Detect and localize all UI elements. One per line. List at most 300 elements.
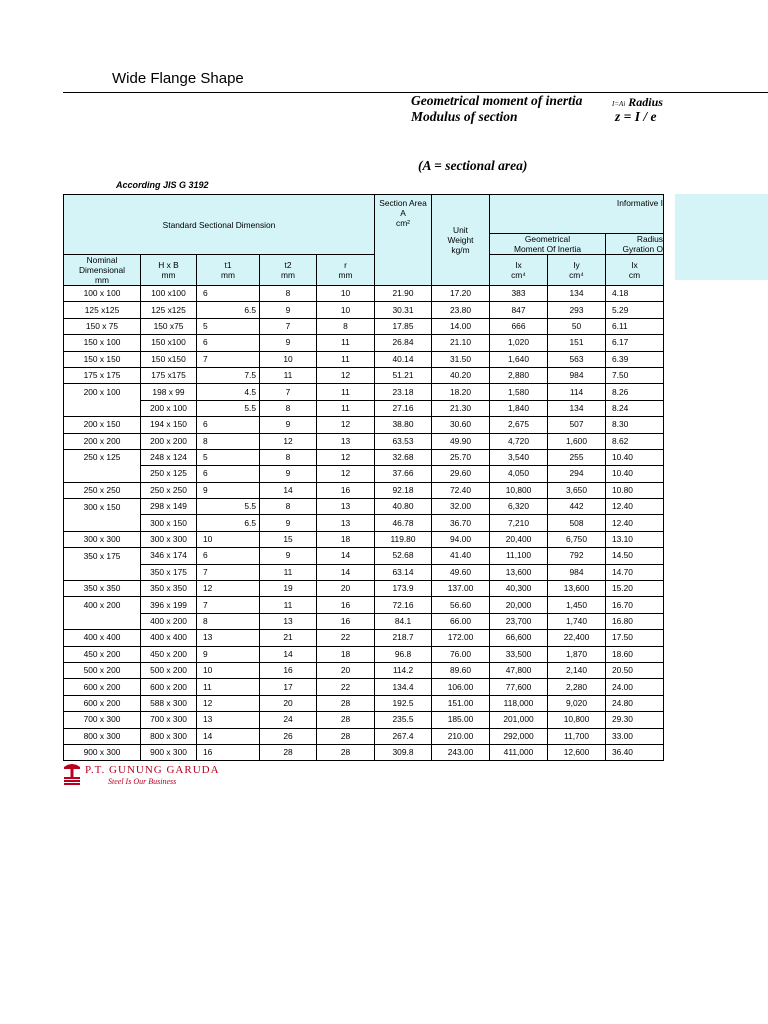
t2-cell: 21 xyxy=(260,630,317,646)
r-cell: 13 xyxy=(317,433,375,449)
radius-cell: 8.26 xyxy=(606,384,664,400)
radius-cell: 12.40 xyxy=(606,499,664,515)
area-cell: 63.53 xyxy=(375,433,432,449)
weight-cell: 72.40 xyxy=(432,482,490,498)
t1-cell: 6 xyxy=(197,466,260,482)
formula-modulus-label: Modulus of section xyxy=(411,109,518,124)
table-row xyxy=(64,679,664,695)
table-row xyxy=(64,581,664,597)
r-cell: 10 xyxy=(317,302,375,318)
area-cell: 27.16 xyxy=(375,400,432,416)
garuda-logo-icon xyxy=(63,763,81,785)
iy-cell: 9,020 xyxy=(548,695,606,711)
t2-cell: 15 xyxy=(260,531,317,547)
radius-cell: 24.00 xyxy=(606,679,664,695)
ix-cell: 33,500 xyxy=(490,646,548,662)
ix-cell: 13,600 xyxy=(490,564,548,580)
table-row xyxy=(64,286,664,302)
hxb-cell: 300 x 150 xyxy=(141,515,197,531)
t2-cell: 12 xyxy=(260,433,317,449)
hxb-cell: 500 x 200 xyxy=(141,662,197,678)
t2-cell: 8 xyxy=(260,449,317,465)
iy-cell: 293 xyxy=(548,302,606,318)
t1-cell: 16 xyxy=(197,744,260,760)
ix-cell: 1,580 xyxy=(490,384,548,400)
radius-cell: 18.60 xyxy=(606,646,664,662)
hxb-cell: 100 x100 xyxy=(141,286,197,302)
weight-cell: 243.00 xyxy=(432,744,490,760)
radius-cell: 8.30 xyxy=(606,417,664,433)
weight-cell: 41.40 xyxy=(432,548,490,564)
formula-radius-label: Radius xyxy=(628,95,663,109)
table-row xyxy=(64,449,664,465)
r-cell: 20 xyxy=(317,662,375,678)
iy-cell: 442 xyxy=(548,499,606,515)
r-cell: 12 xyxy=(317,367,375,383)
table-row xyxy=(64,515,664,531)
weight-cell: 40.20 xyxy=(432,367,490,383)
ix-cell: 6,320 xyxy=(490,499,548,515)
weight-cell: 25.70 xyxy=(432,449,490,465)
r-cell: 13 xyxy=(317,515,375,531)
table-row xyxy=(64,564,664,580)
radius-cell: 16.70 xyxy=(606,597,664,613)
t2-cell: 7 xyxy=(260,318,317,334)
nominal-cell xyxy=(64,400,141,416)
iy-cell: 134 xyxy=(548,400,606,416)
t1-cell: 6 xyxy=(197,335,260,351)
weight-cell: 36.70 xyxy=(432,515,490,531)
table-row xyxy=(64,433,664,449)
radius-cell: 15.20 xyxy=(606,581,664,597)
area-cell: 21.90 xyxy=(375,286,432,302)
t1-cell: 9 xyxy=(197,646,260,662)
ix-cell: 1,640 xyxy=(490,351,548,367)
hxb-cell: 400 x 400 xyxy=(141,630,197,646)
r-cell: 16 xyxy=(317,597,375,613)
ix-cell: 7,210 xyxy=(490,515,548,531)
hxb-cell: 800 x 300 xyxy=(141,728,197,744)
table-row xyxy=(64,351,664,367)
hxb-cell: 250 x 125 xyxy=(141,466,197,482)
ix-cell: 66,600 xyxy=(490,630,548,646)
ix-cell: 201,000 xyxy=(490,712,548,728)
iy-cell: 2,280 xyxy=(548,679,606,695)
table-row xyxy=(64,613,664,629)
table-row xyxy=(64,662,664,678)
r-cell: 14 xyxy=(317,548,375,564)
r-cell: 11 xyxy=(317,384,375,400)
table-row xyxy=(64,744,664,760)
t2-cell: 26 xyxy=(260,728,317,744)
r-cell: 12 xyxy=(317,417,375,433)
t1-cell: 9 xyxy=(197,482,260,498)
table-row xyxy=(64,712,664,728)
radius-cell: 29.30 xyxy=(606,712,664,728)
t2-cell: 9 xyxy=(260,548,317,564)
weight-cell: 151.00 xyxy=(432,695,490,711)
t2-cell: 9 xyxy=(260,302,317,318)
formula-radius-prefix: I=Ai xyxy=(612,100,626,108)
hxb-cell: 350 x 350 xyxy=(141,581,197,597)
t1-cell: 6.5 xyxy=(197,302,260,318)
weight-cell: 56.60 xyxy=(432,597,490,613)
table-row xyxy=(64,630,664,646)
nominal-cell: 700 x 300 xyxy=(64,712,141,728)
t1-cell: 6.5 xyxy=(197,515,260,531)
t1-cell: 10 xyxy=(197,662,260,678)
r-cell: 8 xyxy=(317,318,375,334)
area-cell: 30.31 xyxy=(375,302,432,318)
table-row xyxy=(64,384,664,400)
area-cell: 218.7 xyxy=(375,630,432,646)
weight-cell: 76.00 xyxy=(432,646,490,662)
radius-cell: 12.40 xyxy=(606,515,664,531)
header-overflow xyxy=(675,194,768,280)
t2-cell: 20 xyxy=(260,695,317,711)
hxb-cell: 396 x 199 xyxy=(141,597,197,613)
nominal-cell: 125 x125 xyxy=(64,302,141,318)
weight-cell: 30.60 xyxy=(432,417,490,433)
t2-cell: 8 xyxy=(260,400,317,416)
radius-cell: 6.39 xyxy=(606,351,664,367)
nominal-cell: 200 x 150 xyxy=(64,417,141,433)
radius-cell: 10.80 xyxy=(606,482,664,498)
weight-cell: 89.60 xyxy=(432,662,490,678)
nominal-cell: 200 x 200 xyxy=(64,433,141,449)
nominal-cell: 100 x 100 xyxy=(64,286,141,302)
area-cell: 92.18 xyxy=(375,482,432,498)
header-informative: Informative I xyxy=(490,195,664,234)
table-row xyxy=(64,548,664,564)
area-cell: 40.80 xyxy=(375,499,432,515)
r-cell: 14 xyxy=(317,564,375,580)
t1-cell: 13 xyxy=(197,630,260,646)
t1-cell: 7.5 xyxy=(197,367,260,383)
hxb-cell: 200 x 100 xyxy=(141,400,197,416)
t2-cell: 24 xyxy=(260,712,317,728)
ix-cell: 3,540 xyxy=(490,449,548,465)
radius-cell: 6.11 xyxy=(606,318,664,334)
iy-cell: 50 xyxy=(548,318,606,334)
weight-cell: 210.00 xyxy=(432,728,490,744)
iy-cell: 984 xyxy=(548,564,606,580)
area-cell: 38.80 xyxy=(375,417,432,433)
nominal-cell: 400 x 400 xyxy=(64,630,141,646)
r-cell: 12 xyxy=(317,449,375,465)
t2-cell: 17 xyxy=(260,679,317,695)
iy-cell: 1,740 xyxy=(548,613,606,629)
weight-cell: 17.20 xyxy=(432,286,490,302)
t2-cell: 11 xyxy=(260,367,317,383)
radius-cell: 8.62 xyxy=(606,433,664,449)
t2-cell: 14 xyxy=(260,646,317,662)
page-title: Wide Flange Shape xyxy=(112,70,244,87)
r-cell: 22 xyxy=(317,679,375,695)
hxb-cell: 588 x 300 xyxy=(141,695,197,711)
radius-cell: 20.50 xyxy=(606,662,664,678)
iy-cell: 114 xyxy=(548,384,606,400)
ix-cell: 20,000 xyxy=(490,597,548,613)
t2-cell: 14 xyxy=(260,482,317,498)
ix-cell: 23,700 xyxy=(490,613,548,629)
weight-cell: 185.00 xyxy=(432,712,490,728)
table-row xyxy=(64,417,664,433)
r-cell: 28 xyxy=(317,744,375,760)
nominal-cell: 250 x 125 xyxy=(64,449,141,465)
hxb-cell: 198 x 99 xyxy=(141,384,197,400)
hxb-cell: 346 x 174 xyxy=(141,548,197,564)
header-ix-radius: Ix cm xyxy=(606,255,664,286)
iy-cell: 3,650 xyxy=(548,482,606,498)
formula-moment-label: Geometrical moment of inertia xyxy=(411,93,583,108)
t2-cell: 9 xyxy=(260,335,317,351)
r-cell: 16 xyxy=(317,482,375,498)
area-cell: 309.8 xyxy=(375,744,432,760)
radius-cell: 5.29 xyxy=(606,302,664,318)
r-cell: 12 xyxy=(317,466,375,482)
nominal-cell xyxy=(64,613,141,629)
iy-cell: 792 xyxy=(548,548,606,564)
iy-cell: 11,700 xyxy=(548,728,606,744)
t1-cell: 5.5 xyxy=(197,400,260,416)
nominal-cell: 300 x 300 xyxy=(64,531,141,547)
hxb-cell: 600 x 200 xyxy=(141,679,197,695)
t2-cell: 11 xyxy=(260,597,317,613)
r-cell: 22 xyxy=(317,630,375,646)
ix-cell: 40,300 xyxy=(490,581,548,597)
area-cell: 235.5 xyxy=(375,712,432,728)
radius-cell: 33.00 xyxy=(606,728,664,744)
nominal-cell xyxy=(64,515,141,531)
nominal-cell: 350 x 175 xyxy=(64,548,141,564)
area-cell: 84.1 xyxy=(375,613,432,629)
t1-cell: 6 xyxy=(197,417,260,433)
header-section-area: Section Area A cm² xyxy=(375,195,432,286)
t2-cell: 11 xyxy=(260,564,317,580)
radius-cell: 16.80 xyxy=(606,613,664,629)
weight-cell: 23.80 xyxy=(432,302,490,318)
nominal-cell: 300 x 150 xyxy=(64,499,141,515)
weight-cell: 32.00 xyxy=(432,499,490,515)
weight-cell: 106.00 xyxy=(432,679,490,695)
header-nominal: Nominal Dimensional mm xyxy=(64,255,141,286)
area-cell: 134.4 xyxy=(375,679,432,695)
weight-cell: 21.30 xyxy=(432,400,490,416)
t2-cell: 28 xyxy=(260,744,317,760)
t2-cell: 19 xyxy=(260,581,317,597)
area-cell: 46.78 xyxy=(375,515,432,531)
r-cell: 28 xyxy=(317,712,375,728)
iy-cell: 1,870 xyxy=(548,646,606,662)
table-row xyxy=(64,482,664,498)
nominal-cell: 250 x 250 xyxy=(64,482,141,498)
weight-cell: 18.20 xyxy=(432,384,490,400)
ix-cell: 2,880 xyxy=(490,367,548,383)
r-cell: 16 xyxy=(317,613,375,629)
area-cell: 17.85 xyxy=(375,318,432,334)
nominal-cell xyxy=(64,564,141,580)
t1-cell: 8 xyxy=(197,613,260,629)
area-cell: 114.2 xyxy=(375,662,432,678)
t1-cell: 4.5 xyxy=(197,384,260,400)
iy-cell: 1,600 xyxy=(548,433,606,449)
area-cell: 23.18 xyxy=(375,384,432,400)
weight-cell: 29.60 xyxy=(432,466,490,482)
r-cell: 11 xyxy=(317,400,375,416)
t1-cell: 13 xyxy=(197,712,260,728)
iy-cell: 507 xyxy=(548,417,606,433)
t1-cell: 7 xyxy=(197,564,260,580)
hxb-cell: 250 x 250 xyxy=(141,482,197,498)
r-cell: 13 xyxy=(317,499,375,515)
area-cell: 72.16 xyxy=(375,597,432,613)
hxb-cell: 150 x150 xyxy=(141,351,197,367)
t1-cell: 12 xyxy=(197,695,260,711)
table-body xyxy=(64,286,664,761)
r-cell: 18 xyxy=(317,646,375,662)
area-cell: 32.68 xyxy=(375,449,432,465)
weight-cell: 137.00 xyxy=(432,581,490,597)
hxb-cell: 175 x175 xyxy=(141,367,197,383)
nominal-cell: 400 x 200 xyxy=(64,597,141,613)
radius-cell: 10.40 xyxy=(606,449,664,465)
weight-cell: 49.60 xyxy=(432,564,490,580)
nominal-cell: 800 x 300 xyxy=(64,728,141,744)
radius-cell: 6.17 xyxy=(606,335,664,351)
t1-cell: 12 xyxy=(197,581,260,597)
t1-cell: 7 xyxy=(197,351,260,367)
ix-cell: 292,000 xyxy=(490,728,548,744)
ix-cell: 47,800 xyxy=(490,662,548,678)
hxb-cell: 350 x 175 xyxy=(141,564,197,580)
wide-flange-table xyxy=(63,194,664,761)
nominal-cell: 150 x 75 xyxy=(64,318,141,334)
t1-cell: 10 xyxy=(197,531,260,547)
t2-cell: 9 xyxy=(260,417,317,433)
hxb-cell: 300 x 300 xyxy=(141,531,197,547)
weight-cell: 94.00 xyxy=(432,531,490,547)
area-cell: 37.66 xyxy=(375,466,432,482)
table-row xyxy=(64,302,664,318)
iy-cell: 294 xyxy=(548,466,606,482)
area-cell: 119.80 xyxy=(375,531,432,547)
radius-cell: 24.80 xyxy=(606,695,664,711)
nominal-cell: 150 x 150 xyxy=(64,351,141,367)
iy-cell: 12,600 xyxy=(548,744,606,760)
t2-cell: 8 xyxy=(260,499,317,515)
weight-cell: 49.90 xyxy=(432,433,490,449)
nominal-cell xyxy=(64,466,141,482)
t2-cell: 13 xyxy=(260,613,317,629)
ix-cell: 1,840 xyxy=(490,400,548,416)
hxb-cell: 200 x 200 xyxy=(141,433,197,449)
nominal-cell: 600 x 200 xyxy=(64,679,141,695)
area-cell: 63.14 xyxy=(375,564,432,580)
table-row xyxy=(64,367,664,383)
company-name: P.T. GUNUNG GARUDA xyxy=(85,764,220,776)
t1-cell: 5.5 xyxy=(197,499,260,515)
ix-cell: 77,600 xyxy=(490,679,548,695)
header-ix: Ix cm⁴ xyxy=(490,255,548,286)
r-cell: 28 xyxy=(317,695,375,711)
area-cell: 52.68 xyxy=(375,548,432,564)
r-cell: 20 xyxy=(317,581,375,597)
nominal-cell: 900 x 300 xyxy=(64,744,141,760)
formula-z: z = I / e xyxy=(615,109,657,124)
hxb-cell: 194 x 150 xyxy=(141,417,197,433)
ix-cell: 20,400 xyxy=(490,531,548,547)
t2-cell: 16 xyxy=(260,662,317,678)
company-logo xyxy=(63,763,263,788)
table-row xyxy=(64,597,664,613)
ix-cell: 666 xyxy=(490,318,548,334)
nominal-cell: 450 x 200 xyxy=(64,646,141,662)
table-row xyxy=(64,499,664,515)
t1-cell: 14 xyxy=(197,728,260,744)
ix-cell: 11,100 xyxy=(490,548,548,564)
hxb-cell: 150 x75 xyxy=(141,318,197,334)
hxb-cell: 248 x 124 xyxy=(141,449,197,465)
area-cell: 96.8 xyxy=(375,646,432,662)
radius-cell: 10.40 xyxy=(606,466,664,482)
ix-cell: 2,675 xyxy=(490,417,548,433)
radius-cell: 8.24 xyxy=(606,400,664,416)
table-row xyxy=(64,335,664,351)
ix-cell: 4,720 xyxy=(490,433,548,449)
standard-label: According JIS G 3192 xyxy=(116,180,209,190)
hxb-cell: 400 x 200 xyxy=(141,613,197,629)
nominal-cell: 150 x 100 xyxy=(64,335,141,351)
ix-cell: 1,020 xyxy=(490,335,548,351)
t1-cell: 5 xyxy=(197,318,260,334)
table-row xyxy=(64,466,664,482)
hxb-cell: 125 x125 xyxy=(141,302,197,318)
area-cell: 267.4 xyxy=(375,728,432,744)
header-unit-weight: Unit Weight kg/m xyxy=(432,195,490,286)
area-cell: 40.14 xyxy=(375,351,432,367)
t1-cell: 6 xyxy=(197,548,260,564)
iy-cell: 2,140 xyxy=(548,662,606,678)
nominal-cell: 200 x 100 xyxy=(64,384,141,400)
weight-cell: 172.00 xyxy=(432,630,490,646)
weight-cell: 66.00 xyxy=(432,613,490,629)
t2-cell: 9 xyxy=(260,515,317,531)
iy-cell: 151 xyxy=(548,335,606,351)
ix-cell: 411,000 xyxy=(490,744,548,760)
iy-cell: 13,600 xyxy=(548,581,606,597)
header-t2: t2 mm xyxy=(260,255,317,286)
area-cell: 51.21 xyxy=(375,367,432,383)
t2-cell: 9 xyxy=(260,466,317,482)
table-row xyxy=(64,728,664,744)
radius-cell: 17.50 xyxy=(606,630,664,646)
nominal-cell: 600 x 200 xyxy=(64,695,141,711)
weight-cell: 31.50 xyxy=(432,351,490,367)
ix-cell: 4,050 xyxy=(490,466,548,482)
iy-cell: 22,400 xyxy=(548,630,606,646)
ix-cell: 847 xyxy=(490,302,548,318)
area-cell: 173.9 xyxy=(375,581,432,597)
t2-cell: 7 xyxy=(260,384,317,400)
radius-cell: 13.10 xyxy=(606,531,664,547)
iy-cell: 10,800 xyxy=(548,712,606,728)
weight-cell: 14.00 xyxy=(432,318,490,334)
r-cell: 18 xyxy=(317,531,375,547)
header-t1: t1 mm xyxy=(197,255,260,286)
radius-cell: 14.50 xyxy=(606,548,664,564)
ix-cell: 10,800 xyxy=(490,482,548,498)
